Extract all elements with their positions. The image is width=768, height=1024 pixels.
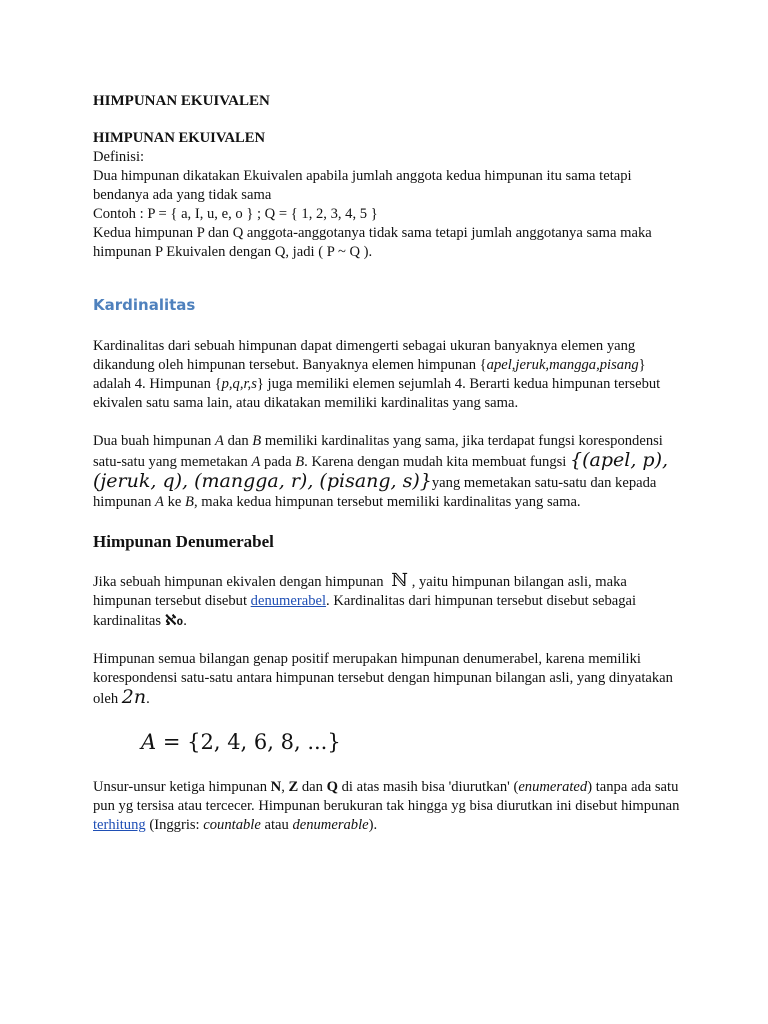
definition-text: Dua himpunan dikatakan Ekuivalen apabila jumlah anggota kedua himpunan itu sama tetapi bendanya ada yang tidak sama bbox=[93, 168, 632, 203]
kardinalitas-paragraph-1: Kardinalitas dari sebuah himpunan dapat dimengerti sebagai ukuran banyaknya elemen yang dikandung oleh himpunan tersebut. Banyaknya elemen himpunan {apel,jeruk,mangga,pisang} adalah 4. Himpunan {p,q,r,s} juga memiliki elemen sejumlah 4. Berarti kedua himpunan tersebut ekivalen satu sama lain, atau dikatakan memiliki kardinalitas yang sama. bbox=[93, 338, 661, 411]
example-text: Contoh : P = { a, I, u, e, o } ; Q = { 1, 2, 3, 4, 5 } bbox=[93, 206, 378, 222]
terhitung-link[interactable]: terhitung bbox=[93, 817, 146, 833]
denumerabel-paragraph-3: Unsur-unsur ketiga himpunan N, Z dan Q di atas masih bisa 'diurutkan' (enumerated) tanpa ada satu pun yg tersisa atau tercecer. Himpunan berukuran tak hingga yg bisa diurutkan ini disebut himpunan terhitung (Inggris: countable atau denumerable). bbox=[93, 779, 680, 833]
definition-label: Definisi: bbox=[93, 149, 145, 165]
explanation-text: Kedua himpunan P dan Q anggota-anggotanya tidak sama tetapi jumlah anggotanya sama maka himpunan P Ekuivalen dengan Q, jadi ( P ~ Q ). bbox=[93, 225, 652, 260]
denumerabel-link[interactable]: denumerabel bbox=[250, 593, 327, 609]
kardinalitas-paragraph-2: Dua buah himpunan A dan B memiliki kardinalitas yang sama, jika terdapat fungsi korespondensi satu-satu yang memetakan A pada B. Karena dengan mudah kita membuat fungsi {(apel, p), (jeruk, q), (mangga, r), (pisang, s)}yang memetakan satu-satu dan kepada himpunan A ke B, maka kedua himpunan tersebut memiliki kardinalitas yang sama. bbox=[93, 433, 669, 510]
denumerabel-paragraph-2: Himpunan semua bilangan genap positif merupakan himpunan denumerabel, karena memiliki korespondensi satu-satu antara himpunan tersebut dengan himpunan bilangan asli, yang dinyatakan oleh 2n. bbox=[93, 651, 673, 708]
denumerabel-heading: Himpunan Denumerabel bbox=[93, 532, 274, 551]
denumerabel-paragraph-1: Jika sebuah himpunan ekivalen dengan himpunan ℕ , yaitu himpunan bilangan asli, maka himpunan tersebut disebut denumerabel. Kardinalitas dari himpunan tersebut disebut sebagai kardinalitas ℵ₀. bbox=[93, 570, 637, 629]
two-n-expression: 2n bbox=[121, 686, 147, 708]
section-heading: HIMPUNAN EKUIVALEN bbox=[93, 130, 266, 146]
document-body bbox=[93, 92, 683, 835]
even-numbers-set-equation: A = {2, 4, 6, 8, ...} bbox=[141, 730, 341, 754]
natural-numbers-symbol: ℕ bbox=[391, 570, 408, 591]
kardinalitas-heading: Kardinalitas bbox=[93, 296, 196, 314]
aleph-null-symbol: ℵ₀ bbox=[164, 611, 184, 629]
mapping-formula: {(apel, p), (jeruk, q), (mangga, r), (pisang, s)} bbox=[93, 449, 669, 492]
document-title: HIMPUNAN EKUIVALEN bbox=[93, 93, 270, 109]
